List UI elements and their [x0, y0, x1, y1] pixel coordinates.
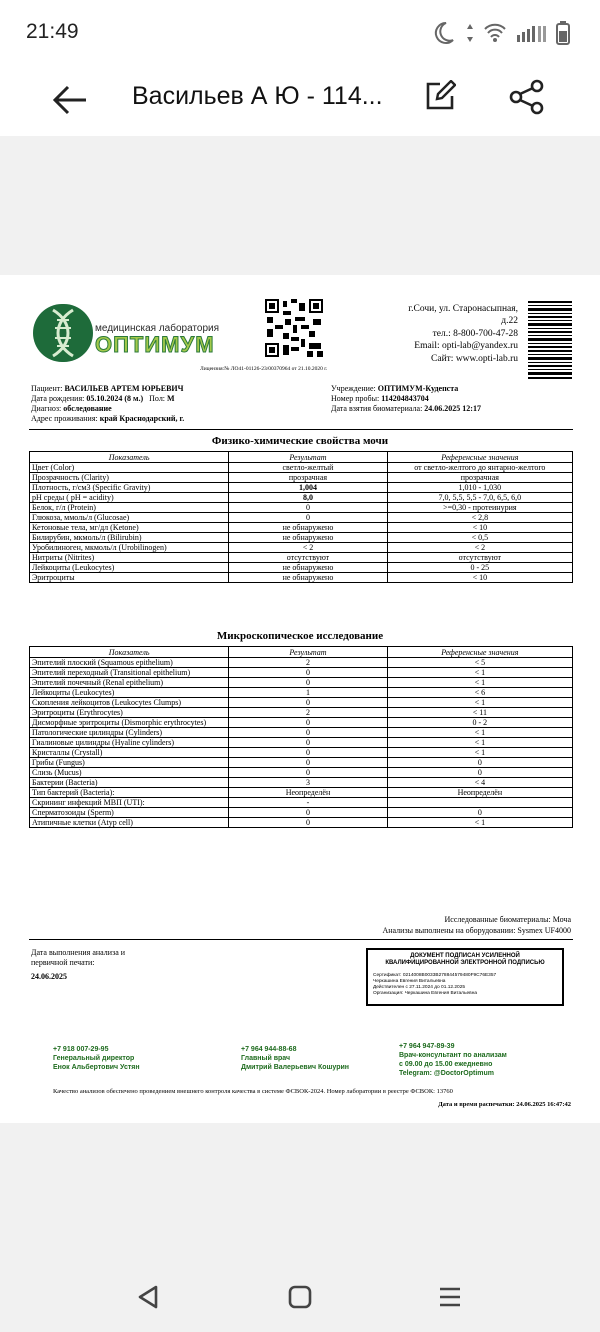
- param-name-cell: Плотность, г/см3 (Specific Gravity): [30, 483, 229, 493]
- table-row: [30, 513, 573, 523]
- result-cell: 1,004: [229, 483, 387, 493]
- column-header: Показатель: [30, 647, 229, 658]
- reference-cell: < 10: [387, 523, 572, 533]
- reference-cell: < 2,8: [387, 513, 572, 523]
- contact-person: Енок Альбертович Устян: [53, 1064, 140, 1071]
- column-header: Результат: [229, 452, 387, 463]
- reference-cell: прозрачная: [387, 473, 572, 483]
- result-cell: 2: [229, 658, 387, 668]
- done-date-label: Дата выполнения анализа и первичной печати:: [31, 948, 126, 967]
- contact-role: Врач-консультант по анализам: [399, 1052, 507, 1059]
- param-name-cell: Эпителий плоский (Squamous epithelium): [30, 658, 229, 668]
- microscopy-table: [29, 646, 573, 828]
- equipment-note: Анализы выполнены на оборудовании: Sysmex UF4000: [382, 926, 571, 935]
- column-header: Референсные значения: [387, 647, 572, 658]
- document-page[interactable]: [0, 275, 600, 1123]
- data-arrows-icon: [466, 23, 474, 43]
- section-title-microscopy: Микроскопическое исследование: [216, 630, 384, 642]
- param-name-cell: Дисморфные эритроциты (Dismorphic erythrocytes): [30, 718, 229, 728]
- reference-cell: < 11: [387, 708, 572, 718]
- stamp-line: Действителен с 27.11.2024 до 01.12.2025: [373, 985, 466, 990]
- nav-home-icon[interactable]: [288, 1285, 312, 1309]
- param-name-cell: Нитриты (Nitrites): [30, 553, 229, 563]
- param-name-cell: Эпителий почечный (Renal epithelium): [30, 678, 229, 688]
- edit-icon[interactable]: [424, 80, 456, 112]
- column-header: Референсные значения: [387, 452, 572, 463]
- table-row: [30, 543, 573, 553]
- table-row: [30, 688, 573, 698]
- result-cell: 0: [229, 698, 387, 708]
- reference-cell: 0: [387, 808, 572, 818]
- param-name-cell: Тип бактерий (Bacteria):: [30, 788, 229, 798]
- contact-telegram: Telegram: @DoctorOptimum: [399, 1070, 494, 1077]
- reference-cell: [387, 798, 572, 808]
- address-line: г.Сочи, ул. Старонасыпная,: [408, 304, 518, 314]
- physchem-table-body: [30, 463, 573, 583]
- result-cell: 0: [229, 768, 387, 778]
- moon-icon: [430, 20, 456, 46]
- reference-cell: 0 - 25: [387, 563, 572, 573]
- contact-director: [53, 1045, 140, 1072]
- table-row: [30, 808, 573, 818]
- reference-cell: 0: [387, 758, 572, 768]
- param-name-cell: Кристаллы (Crystall): [30, 748, 229, 758]
- qr-code-icon: [265, 299, 323, 357]
- contact-hours: с 09.00 до 15.00 ежедневно: [399, 1061, 493, 1068]
- reference-cell: от светло-желтого до янтарно-желтого: [387, 463, 572, 473]
- navigation-bar: [0, 1262, 600, 1332]
- param-name-cell: Гиалиновые цилиндры (Hyaline cylinders): [30, 738, 229, 748]
- param-name-cell: Глюкоза, ммоль/л (Glucosae): [30, 513, 229, 523]
- lab-subtitle: медицинская лаборатория: [95, 323, 220, 334]
- physchem-table: [29, 451, 573, 583]
- stamp-line: Организация: Черкашина Евгения Витальевна: [373, 991, 478, 996]
- done-date-value: 24.06.2025: [31, 972, 67, 981]
- quality-note: Качество анализов обеспечено проведением внешнего контроля качества в системе ФСВОК-2024. Номер лаборатории в реестре ФСВОК: 13760: [53, 1088, 453, 1095]
- reference-cell: < 6: [387, 688, 572, 698]
- table-row: [30, 758, 573, 768]
- param-name-cell: Бактерии (Bacteria): [30, 778, 229, 788]
- microscopy-table-body: [30, 658, 573, 828]
- back-arrow-icon[interactable]: [50, 80, 90, 120]
- contact-role: Генеральный директор: [53, 1055, 135, 1062]
- param-name-cell: Эпителий переходный (Transitional epithelium): [30, 668, 229, 678]
- address-site: Сайт: www.opti-lab.ru: [431, 353, 518, 364]
- residence-label: Адрес проживания:: [31, 414, 98, 423]
- reference-cell: < 10: [387, 573, 572, 583]
- taken-value: 24.06.2025 12:17: [424, 404, 481, 413]
- result-cell: 3: [229, 778, 387, 788]
- stamp-line: Сертификат: 0214008B0033B278844579480F9C76E357: [373, 973, 497, 978]
- sex-label: Пол:: [149, 394, 166, 403]
- table-row: [30, 728, 573, 738]
- param-name-cell: Кетоновые тела, мг/дл (Ketone): [30, 523, 229, 533]
- result-cell: 0: [229, 718, 387, 728]
- contact-phone: +7 964 944-88-68: [241, 1046, 297, 1053]
- patient-name: ВАСИЛЬЕВ АРТЕМ ЮРЬЕВИЧ: [64, 384, 184, 393]
- result-cell: 0: [229, 728, 387, 738]
- reference-cell: < 4: [387, 778, 572, 788]
- result-cell: Неопределён: [229, 788, 387, 798]
- reference-cell: < 2: [387, 543, 572, 553]
- result-cell: не обнаружено: [229, 523, 387, 533]
- contact-person: Дмитрий Валерьевич Кошурин: [241, 1064, 349, 1071]
- param-name-cell: Билирубин, мкмоль/л (Bilirubin): [30, 533, 229, 543]
- dob-label: Дата рождения:: [31, 394, 85, 403]
- stamp-title: ДОКУМЕНТ ПОДПИСАН УСИЛЕННОЙ КВАЛИФИЦИРОВАННОЙ ЭЛЕКТРОННОЙ ПОДПИСЬЮ: [385, 953, 545, 966]
- status-time: 21:49: [26, 20, 79, 43]
- param-name-cell: Слизь (Mucus): [30, 768, 229, 778]
- param-name-cell: Эритроциты: [30, 573, 229, 583]
- table-row: [30, 493, 573, 503]
- result-cell: отсутствуют: [229, 553, 387, 563]
- reference-cell: 0 - 2: [387, 718, 572, 728]
- table-row: [30, 463, 573, 473]
- address-line: д.22: [501, 316, 518, 327]
- reference-cell: отсутствуют: [387, 553, 572, 563]
- table-row: [30, 818, 573, 828]
- reference-cell: < 0,5: [387, 533, 572, 543]
- institution-value: ОПТИМУМ-Кудепста: [377, 384, 459, 393]
- param-name-cell: Цвет (Color): [30, 463, 229, 473]
- table-row: [30, 658, 573, 668]
- contact-phone: +7 918 007-29-95: [53, 1046, 109, 1053]
- result-cell: 0: [229, 808, 387, 818]
- table-row: [30, 698, 573, 708]
- reference-cell: 7,0, 5,5, 5,5 - 7,0, 6,5, 6,0: [387, 493, 572, 503]
- contact-role: Главный врач: [241, 1055, 291, 1062]
- param-name-cell: Лейкоциты (Leukocytes): [30, 563, 229, 573]
- table-row: [30, 768, 573, 778]
- diagnosis-value: обследование: [63, 404, 112, 413]
- table-row: [30, 778, 573, 788]
- patient-info: [31, 384, 184, 424]
- param-name-cell: Скопления лейкоцитов (Leukocytes Clumps): [30, 698, 229, 708]
- patient-label: Пациент:: [31, 384, 63, 393]
- column-header: Результат: [229, 647, 387, 658]
- reference-cell: < 1: [387, 818, 572, 828]
- table-header-row: [30, 452, 573, 463]
- column-header: Показатель: [30, 452, 229, 463]
- result-cell: 0: [229, 748, 387, 758]
- result-cell: 0: [229, 678, 387, 688]
- contact-chief-doctor: [241, 1045, 349, 1072]
- table-row: [30, 678, 573, 688]
- lab-name: ОПТИМУМ: [95, 332, 215, 357]
- nav-back-icon[interactable]: [136, 1284, 160, 1310]
- reference-cell: < 1: [387, 668, 572, 678]
- biomaterial-note: Исследованные биоматериалы: Моча: [444, 915, 571, 924]
- param-name-cell: Эритроциты (Erythrocytes): [30, 708, 229, 718]
- share-icon[interactable]: [508, 78, 546, 116]
- table-row: [30, 523, 573, 533]
- address-phone: тел.: 8-800-700-47-28: [432, 328, 518, 339]
- param-name-cell: pH среды ( pH = acidity): [30, 493, 229, 503]
- table-row: [30, 563, 573, 573]
- table-row: [30, 718, 573, 728]
- divider: [29, 939, 573, 940]
- wifi-icon: [484, 23, 506, 43]
- table-row: [30, 788, 573, 798]
- table-row: [30, 738, 573, 748]
- stamp-line: Черкашина Евгения Витальевна: [373, 979, 446, 984]
- table-row: [30, 748, 573, 758]
- status-bar: [0, 0, 600, 66]
- reference-cell: 1,010 - 1,030: [387, 483, 572, 493]
- table-header-row: [30, 647, 573, 658]
- result-cell: 0: [229, 503, 387, 513]
- license-text: Лицензия:№ ЛО41-01126-23/00370964 от 21.10.2020 г.: [200, 366, 328, 372]
- lab-address: [408, 303, 518, 365]
- reference-cell: < 1: [387, 748, 572, 758]
- table-row: [30, 573, 573, 583]
- result-cell: 0: [229, 513, 387, 523]
- print-timestamp: Дата и время распечатки: 24.06.2025 16:47:42: [438, 1101, 571, 1108]
- result-cell: 1: [229, 688, 387, 698]
- reference-cell: < 5: [387, 658, 572, 668]
- table-row: [30, 798, 573, 808]
- result-cell: 0: [229, 818, 387, 828]
- divider: [29, 429, 573, 430]
- result-cell: не обнаружено: [229, 533, 387, 543]
- institution-label: Учреждение:: [331, 384, 376, 393]
- signal-icon: [516, 23, 546, 43]
- param-name-cell: Грибы (Fungus): [30, 758, 229, 768]
- result-cell: светло-желтый: [229, 463, 387, 473]
- sample-info: [331, 384, 481, 414]
- result-cell: 2: [229, 708, 387, 718]
- reference-cell: Неопределён: [387, 788, 572, 798]
- result-cell: 8,0: [229, 493, 387, 503]
- result-cell: 0: [229, 668, 387, 678]
- app-bar: [0, 66, 600, 136]
- param-name-cell: Патологические цилиндры (Cylinders): [30, 728, 229, 738]
- result-cell: прозрачная: [229, 473, 387, 483]
- param-name-cell: Белок, г/л (Protein): [30, 503, 229, 513]
- table-row: [30, 708, 573, 718]
- barcode-icon: [528, 301, 572, 381]
- param-name-cell: Атипичные клетки (Atyp cell): [30, 818, 229, 828]
- sample-value: 114204843704: [381, 394, 429, 403]
- diagnosis-label: Диагноз:: [31, 404, 62, 413]
- table-row: [30, 473, 573, 483]
- dob-value: 05.10.2024 (8 м.): [86, 394, 144, 403]
- reference-cell: < 1: [387, 738, 572, 748]
- reference-cell: 0: [387, 768, 572, 778]
- result-cell: не обнаружено: [229, 573, 387, 583]
- contact-phone: +7 964 947-89-39: [399, 1043, 455, 1050]
- reference-cell: >=0,30 - протеинурия: [387, 503, 572, 513]
- result-cell: 0: [229, 738, 387, 748]
- nav-recents-icon[interactable]: [438, 1286, 462, 1308]
- signature-stamp: [366, 948, 564, 1006]
- section-title-physchem: Физико-химические свойства мочи: [211, 435, 389, 447]
- document-title: Васильев А Ю - 114...: [132, 82, 383, 110]
- param-name-cell: Прозрачность (Clarity): [30, 473, 229, 483]
- status-icons: [430, 20, 570, 46]
- param-name-cell: Лейкоциты (Leukocytes): [30, 688, 229, 698]
- reference-cell: < 1: [387, 678, 572, 688]
- result-cell: < 2: [229, 543, 387, 553]
- reference-cell: < 1: [387, 698, 572, 708]
- result-cell: не обнаружено: [229, 563, 387, 573]
- param-name-cell: Уробилиноген, мкмоль/л (Urobilinogen): [30, 543, 229, 553]
- contact-consultant: [399, 1042, 507, 1078]
- result-cell: -: [229, 798, 387, 808]
- table-row: [30, 553, 573, 563]
- result-cell: 0: [229, 758, 387, 768]
- reference-cell: < 1: [387, 728, 572, 738]
- table-row: [30, 483, 573, 493]
- table-row: [30, 503, 573, 513]
- residence-value: край Краснодарский, г.: [99, 414, 185, 423]
- taken-label: Дата взятия биоматериала:: [331, 404, 423, 413]
- table-row: [30, 533, 573, 543]
- param-name-cell: Сперматозоиды (Sperm): [30, 808, 229, 818]
- address-email: Email: opti-lab@yandex.ru: [414, 341, 518, 352]
- table-row: [30, 668, 573, 678]
- battery-icon: [556, 21, 570, 45]
- param-name-cell: Скрининг инфекций МВП (UTI):: [30, 798, 229, 808]
- sample-label: Номер пробы:: [331, 394, 380, 403]
- sex-value: М: [167, 394, 175, 403]
